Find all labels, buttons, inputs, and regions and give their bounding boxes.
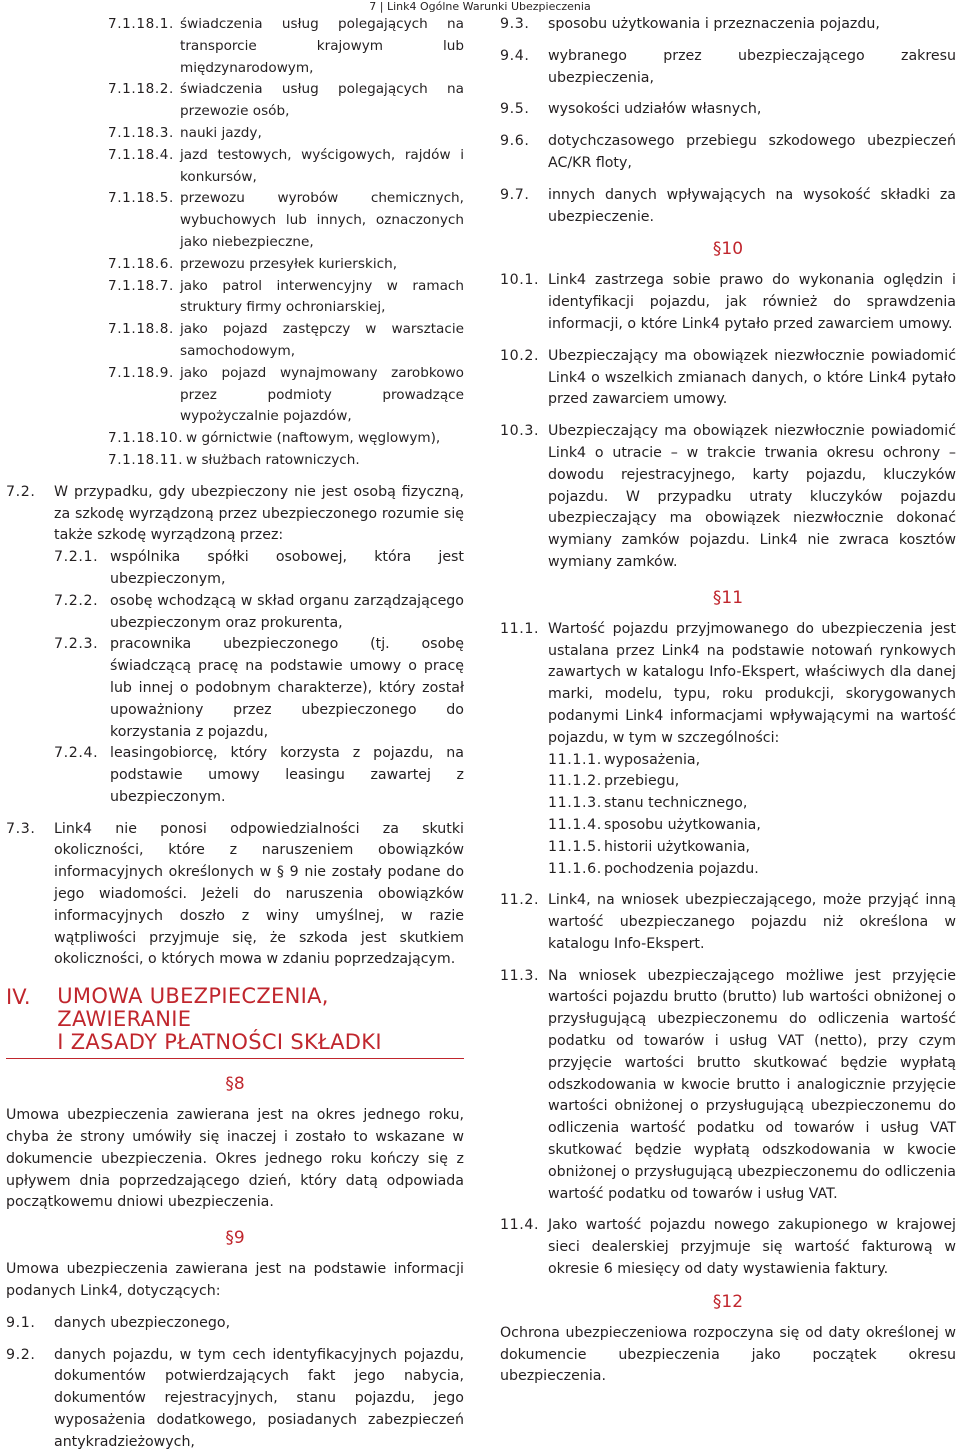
list-item: 7.1.18.6. przewozu przesyłek kurierskich, xyxy=(108,255,398,272)
list-item: 9.7. innych danych wpływających na wysokość składki za ubezpieczenie. xyxy=(500,186,956,225)
list-item: 7.2.3. pracownika ubezpieczonego (tj. osobę świadczącą pracę na podstawie umowy o pracę lub innej o podobnym charakterze), który został upoważniony przez ubezpieczonego do korzystania z pojazdu, xyxy=(54,636,464,740)
list-item: 11.1.6. pochodzenia pojazdu. xyxy=(548,860,759,877)
page-label: 7 | Link4 Ogólne Warunki Ubezpieczenia xyxy=(369,0,591,13)
page-header xyxy=(0,0,960,14)
list-7-2 xyxy=(6,547,464,809)
list-item: 7.1.18.9. jako pojazd wynajmowany zarobkowo przez podmioty prowadzące wypożyczalnie pojazdów, xyxy=(108,364,464,425)
list-item: 9.3. sposobu użytkowania i przeznaczenia pojazdu, xyxy=(500,16,880,32)
section-heading xyxy=(6,985,464,1059)
list-item: 11.1.2. przebiegu, xyxy=(548,773,680,790)
list-item: 11.4. Jako wartość pojazdu nowego zakupionego w krajowej sieci dealerskiej przyjmuje się wartość fakturową w okresie 6 miesięcy od daty wystawienia faktury. xyxy=(500,1217,956,1278)
list-item: 7.1.18.10. w górnictwie (naftowym, węglowym), xyxy=(108,430,441,447)
list-item: 9.5. wysokości udziałów własnych, xyxy=(500,101,762,118)
paragraph-7-2: 7.2. W przypadku, gdy ubezpieczony nie jest osobą fizyczną, za szkodę wyrządzoną przez ubezpieczonego rozumie się także szkodę wyrządzoną przez: xyxy=(6,483,464,544)
paragraph-12-text: Ochrona ubezpieczeniowa rozpoczyna się od daty określonej w dokumencie ubezpieczenia jako początek okresu ubezpieczenia. xyxy=(500,1324,956,1385)
list-item: 9.1. danych ubezpieczonego, xyxy=(6,1314,231,1331)
paragraph-9-text: Umowa ubezpieczenia zawierana jest na podstawie informacji podanych Link4, dotyczących: xyxy=(6,1261,464,1300)
list-item: 7.2.4. leasingobiorcę, który korzysta z pojazdu, na podstawie umowy leasingu zawartej z ubezpieczonym. xyxy=(54,745,464,805)
list-item: 7.2.1. wspólnika spółki osobowej, która jest ubezpieczonym, xyxy=(54,549,464,587)
list-item: 11.1. Wartość pojazdu przyjmowanego do ubezpieczenia jest ustalana przez Link4 na podstawie notowań rynkowych zawartych w katalogu Info-Ekspert, właściwych dla danej marki, modelu, typu, roku produkcji, skorygowanych podanymi Link4 informacjami wpływającymi na wartość pojazdu, w tym w szczególności: xyxy=(500,620,956,746)
list-item: 10.1. Link4 zastrzega sobie prawo do wykonania oględzin i identyfikacji pojazdu, jak również do sprawdzenia informacji, o które Link4 pytało przed zawarciem umowy. xyxy=(500,272,956,332)
paragraph-7-3: 7.3. Link4 nie ponosi odpowiedzialności za skutki okoliczności, które z naruszeniem obowiązków informacyjnych określonych w § 9 nie zostały podane do jego wiadomości. Jeżeli do naruszenia obowiązków informacyjnych doszło z winy umyślnej, w razie wątpliwości przyjmuje się, że szkoda jest skutkiem okoliczności, o których mowa w zdaniu poprzedzającym. xyxy=(6,820,464,968)
list-item: 7.2.2. osobę wchodzącą w skład organu zarządzającego ubezpieczonym oraz prokurenta, xyxy=(54,592,464,631)
section-title: UMOWA UBEZPIECZENIA, ZAWIERANIE I ZASADY PŁATNOŚCI SKŁADKI xyxy=(57,984,382,1055)
list-item: 7.1.18.11. w służbach ratowniczych. xyxy=(108,451,360,468)
list-item: 11.1.3. stanu technicznego, xyxy=(548,795,748,812)
list-7-1-18 xyxy=(6,14,464,472)
paragraph-sign-10: §10 xyxy=(712,239,744,260)
list-item: 7.1.18.3. nauki jazdy, xyxy=(108,124,262,141)
paragraph-sign-9: §9 xyxy=(225,1228,245,1249)
list-item: 7.1.18.5. przewozu wyrobów chemicznych, wybuchowych lub innych, oznaczonych jako niebezpieczne, xyxy=(108,190,464,250)
list-item: 7.1.18.1. świadczenia usług polegających na transporcie krajowym lub międzynarodowym, xyxy=(108,16,464,76)
list-item: 9.2. danych pojazdu, w tym cech identyfikacyjnych pojazdu, dokumentów potwierdzających fakt jego nabycia, dokumentów rejestracyjnych, stanu pojazdu, jego wyposażenia dodatkowego, posiadanych zabezpieczeń antykradzieżowych, xyxy=(6,1346,464,1450)
list-item: 7.1.18.2. świadczenia usług polegających na przewozie osób, xyxy=(108,81,464,120)
right-column xyxy=(500,14,956,1388)
list-item: 7.1.18.7. jako patrol interwencyjny w ramach struktury firmy ochroniarskiej, xyxy=(108,277,464,316)
list-item: 10.2. Ubezpieczający ma obowiązek niezwłocznie powiadomić Link4 o wszelkich zmianach danych, o które Link4 pytało przed zawarciem umowy. xyxy=(500,347,956,408)
left-column xyxy=(6,14,464,1454)
paragraph-sign-12: §12 xyxy=(712,1291,744,1312)
list-item: 11.2. Link4, na wniosek ubezpieczającego, może przyjąć inną wartość ubezpieczanego pojazdu niż określona w katalogu Info-Ekspert. xyxy=(500,892,956,952)
list-item: 7.1.18.4. jazd testowych, wyścigowych, rajdów i konkursów, xyxy=(108,146,464,185)
section-number: IV. xyxy=(6,985,31,1010)
list-item: 11.1.4. sposobu użytkowania, xyxy=(548,816,761,833)
list-item: 9.6. dotychczasowego przebiegu szkodowego ubezpieczeń AC/KR floty, xyxy=(500,133,956,171)
list-item: 11.3. Na wniosek ubezpieczającego możliwe jest przyjęcie wartości pojazdu brutto (brutto) lub wartości obniżonej o przysługującą ubezpieczonemu do odliczenia wartość podatku od towarów i usług VAT (netto), przy czym przyjęcie wartości brutto skutkować będzie wypłatą odszkodowania w kwocie brutto i analogicznie przyjęcie wartości obniżonej o przysługującą ubezpieczonemu do odliczenia wartość podatku od towarów i usług VAT skutkować będzie wypłatą odszkodowania w kwocie obniżonej o przysługującą ubezpieczonemu do odliczenia wartość podatku od towarów i usług VAT. xyxy=(500,967,956,1202)
list-item: 9.4. wybranego przez ubezpieczającego zakresu ubezpieczenia, xyxy=(500,47,956,86)
list-11-1 xyxy=(500,750,956,881)
list-item: 11.1.5. historii użytkowania, xyxy=(548,838,751,855)
list-item: 11.1.1. wyposażenia, xyxy=(548,751,701,768)
paragraph-sign-8: §8 xyxy=(225,1074,245,1095)
paragraph-8-text: Umowa ubezpieczenia zawierana jest na okres jednego roku, chyba że strony umówiły się inaczej i zostało to wskazane w dokumencie ubezpieczenia. Okres jednego roku kończy się z upływem dnia poprzedzającego dzień, który datą odpowiada początkowemu dniowi ubezpieczenia. xyxy=(6,1107,464,1211)
paragraph-sign-11: §11 xyxy=(712,587,744,608)
list-item: 10.3. Ubezpieczający ma obowiązek niezwłocznie powiadomić Link4 o utracie – w trakcie trwania okresu ochrony – dowodu rejestracyjnego, karty pojazdu, kluczyków pojazdu. W przypadku utraty kluczyków pojazdu ubezpieczający ma obowiązek niezwłocznie dokonać wymiany zamków pojazdu. Link4 nie zwraca kosztów wymiany zamków. xyxy=(500,423,956,570)
list-item: 7.1.18.8. jako pojazd zastępczy w warsztacie samochodowym, xyxy=(108,321,464,359)
